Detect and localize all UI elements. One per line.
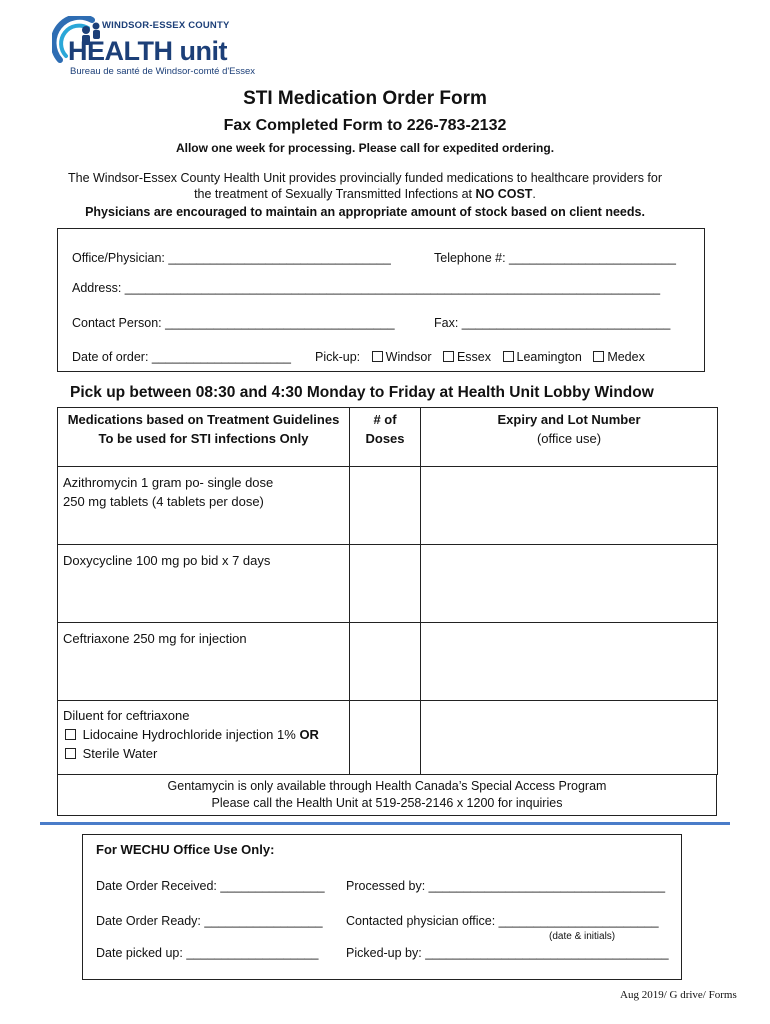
pickup-label: Pick-up: [315,350,361,364]
header-doses: # of Doses [350,408,421,467]
intro-line-2 [0,187,730,201]
header-medications: Medications based on Treatment Guidelines To be used for STI infections Only [58,408,350,467]
pickup-option-leamington[interactable]: Leamington [501,350,582,364]
checkbox-icon[interactable] [372,351,383,362]
checkbox-icon[interactable] [593,351,604,362]
doses-input-doxycycline[interactable] [350,545,421,623]
office-physician-field[interactable]: Office/Physician: ________________________________ [72,251,391,265]
checkbox-icon[interactable] [65,729,76,740]
page-title: STI Medication Order Form [243,88,487,109]
fax-field[interactable]: Fax: ______________________________ [434,316,671,330]
logo-county-text: WINDSOR-ESSEX COUNTY [102,20,230,31]
table-header-row [58,408,718,467]
medication-doxycycline: Doxycycline 100 mg po bid x 7 days [58,545,350,623]
contact-person-field[interactable]: Contact Person: _________________________________ [72,316,395,330]
no-cost-text: NO COST [475,187,533,201]
medication-ceftriaxone: Ceftriaxone 250 mg for injection [58,623,350,701]
address-field[interactable]: Address: _____________________________________________________________________________ [72,281,661,295]
doses-input-azithromycin[interactable] [350,467,421,545]
telephone-field[interactable]: Telephone #: ________________________ [434,251,676,265]
contacted-physician-field[interactable]: Contacted physician office: _______________________ [346,914,659,928]
checkbox-icon[interactable] [503,351,514,362]
expiry-lot-azithromycin[interactable] [421,467,718,545]
processed-by-field[interactable]: Processed by: __________________________________ [346,879,666,893]
pickup-options [315,350,645,364]
logo-name-text: HEALTH unit [68,36,227,66]
pickup-option-medex[interactable]: Medex [591,350,645,364]
pickup-option-windsor[interactable]: Windsor [370,350,432,364]
medication-diluent: Diluent for ceftriaxone Lidocaine Hydrochloride injection 1% OR Sterile Water [58,701,350,775]
table-row [58,701,718,775]
table-row [58,545,718,623]
pickup-hours-heading: Pick up between 08:30 and 4:30 Monday to Friday at Health Unit Lobby Window [70,384,654,401]
date-initials-hint: (date & initials) [549,931,616,942]
intro-line-2-text: the treatment of Sexually Transmitted Infections at [194,187,476,201]
picked-up-by-field[interactable]: Picked-up by: ___________________________________ [346,946,669,960]
office-use-title: For WECHU Office Use Only: [96,842,275,857]
fax-instructions: Fax Completed Form to 226-783-2132 [223,117,507,134]
expiry-lot-ceftriaxone[interactable] [421,623,718,701]
processing-note: Allow one week for processing. Please call for expedited ordering. [175,141,555,155]
expiry-lot-doxycycline[interactable] [421,545,718,623]
header-expiry-lot: Expiry and Lot Number (office use) [421,408,718,467]
gentamycin-note-line-1: Gentamycin is only available through Health Canada’s Special Access Program [167,779,607,793]
date-of-order-field[interactable]: Date of order: ____________________ [72,350,291,364]
form-reference-stamp: Aug 2019/ G drive/ Forms [620,989,737,1001]
date-received-field[interactable]: Date Order Received: _______________ [96,879,325,893]
intro-line-1: The Windsor-Essex County Health Unit provides provincially funded medications to healthcare providers for [67,171,663,185]
expiry-lot-diluent[interactable] [421,701,718,775]
date-ready-field[interactable]: Date Order Ready: _________________ [96,914,323,928]
diluent-option-lidocaine[interactable]: Lidocaine Hydrochloride injection 1% OR [63,725,349,744]
gentamycin-note-line-2: Please call the Health Unit at 519-258-2146 x 1200 for inquiries [211,796,563,810]
pickup-option-essex[interactable]: Essex [441,350,491,364]
doses-input-ceftriaxone[interactable] [350,623,421,701]
table-row [58,467,718,545]
intro-line-2-end: . [532,187,536,201]
doses-input-diluent[interactable] [350,701,421,775]
medication-table [57,407,718,775]
divider-rule [40,822,730,825]
table-row [58,623,718,701]
intro-line-3: Physicians are encouraged to maintain an appropriate amount of stock based on client needs. [85,205,645,219]
checkbox-icon[interactable] [443,351,454,362]
diluent-option-sterile-water[interactable]: Sterile Water [63,744,349,763]
date-picked-up-field[interactable]: Date picked up: ___________________ [96,946,319,960]
logo-french-text: Bureau de santé de Windsor-comté d'Essex [70,66,256,77]
medication-azithromycin: Azithromycin 1 gram po- single dose 250 mg tablets (4 tablets per dose) [58,467,350,545]
checkbox-icon[interactable] [65,748,76,759]
